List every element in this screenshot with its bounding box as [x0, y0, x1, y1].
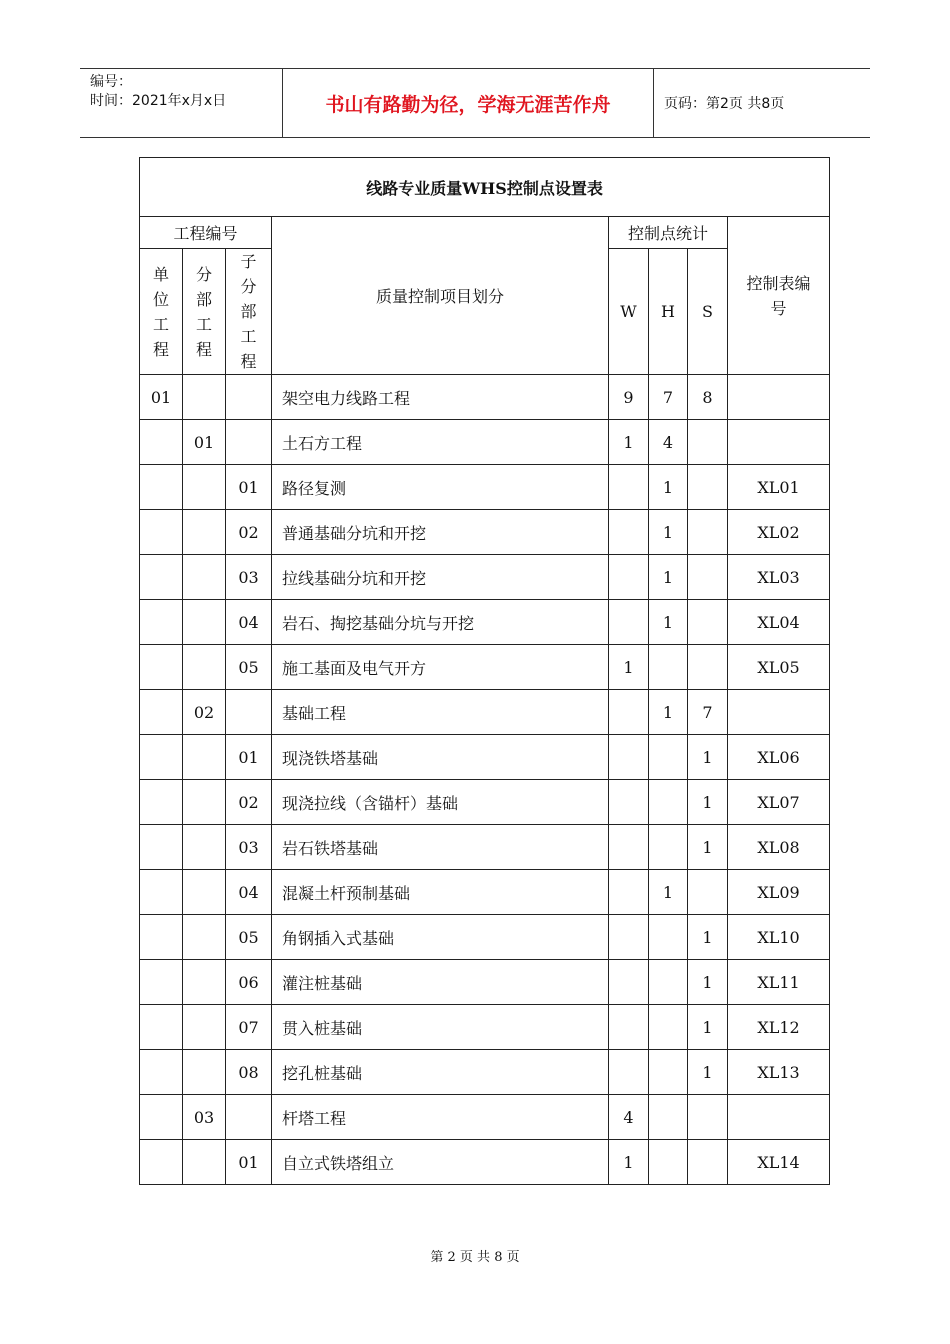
cell-s [688, 600, 728, 645]
cell-w: 9 [609, 375, 649, 420]
cell-name: 拉线基础分坑和开挖 [272, 555, 609, 600]
cell-w [609, 555, 649, 600]
cell-h [649, 780, 688, 825]
cell-s: 8 [688, 375, 728, 420]
header-w: W [609, 249, 649, 375]
header-s: S [688, 249, 728, 375]
cell-h [649, 960, 688, 1005]
cell-w [609, 915, 649, 960]
cell-h [649, 735, 688, 780]
cell-table-no: XL03 [728, 555, 830, 600]
table-row [140, 510, 830, 555]
table-row [140, 1095, 830, 1140]
cell-unit [140, 600, 183, 645]
header-item-division: 质量控制项目划分 [272, 217, 609, 375]
header-table-no [728, 217, 830, 375]
cell-name: 岩石、掏挖基础分坑与开挖 [272, 600, 609, 645]
cell-table-no: XL05 [728, 645, 830, 690]
cell-part [183, 600, 226, 645]
cell-name: 施工基面及电气开方 [272, 645, 609, 690]
cell-s: 1 [688, 915, 728, 960]
cell-h: 1 [649, 510, 688, 555]
cell-h: 7 [649, 375, 688, 420]
header-sub-sub-project-label: 子 分 部 工 程 [240, 252, 257, 371]
cell-sub: 01 [226, 1140, 272, 1185]
cell-h [649, 1095, 688, 1140]
cell-sub: 05 [226, 915, 272, 960]
page-footer: 第 2 页 共 8 页 [430, 1250, 520, 1265]
cell-h [649, 915, 688, 960]
table-row [140, 960, 830, 1005]
cell-s [688, 645, 728, 690]
cell-table-no: XL14 [728, 1140, 830, 1185]
header-control-stats: 控制点统计 [609, 217, 728, 249]
cell-w [609, 1005, 649, 1050]
cell-w: 1 [609, 1140, 649, 1185]
table-row [140, 915, 830, 960]
cell-unit [140, 960, 183, 1005]
cell-name: 挖孔桩基础 [272, 1050, 609, 1095]
cell-w [609, 960, 649, 1005]
cell-w: 4 [609, 1095, 649, 1140]
cell-table-no: XL13 [728, 1050, 830, 1095]
cell-s: 1 [688, 960, 728, 1005]
cell-table-no [728, 1095, 830, 1140]
cell-w [609, 600, 649, 645]
cell-sub: 07 [226, 1005, 272, 1050]
cell-part: 01 [183, 420, 226, 465]
cell-unit [140, 510, 183, 555]
cell-s [688, 870, 728, 915]
table-row [140, 375, 830, 420]
table-row [140, 1005, 830, 1050]
cell-table-no: XL07 [728, 780, 830, 825]
cell-unit [140, 870, 183, 915]
header-sub-project-label: 分 部 工 程 [195, 264, 212, 359]
page-header [80, 68, 870, 138]
table-row [140, 735, 830, 780]
table-row [140, 645, 830, 690]
cell-h [649, 1050, 688, 1095]
table-row [140, 780, 830, 825]
header-code-label: 编号： [90, 74, 132, 90]
cell-w [609, 780, 649, 825]
cell-name: 基础工程 [272, 690, 609, 735]
table-row [140, 600, 830, 645]
cell-part [183, 960, 226, 1005]
cell-unit [140, 780, 183, 825]
cell-s: 1 [688, 1050, 728, 1095]
cell-part [183, 915, 226, 960]
table-row [140, 465, 830, 510]
cell-unit [140, 420, 183, 465]
cell-name: 现浇铁塔基础 [272, 735, 609, 780]
cell-name: 土石方工程 [272, 420, 609, 465]
cell-part: 03 [183, 1095, 226, 1140]
cell-name: 岩石铁塔基础 [272, 825, 609, 870]
cell-w: 1 [609, 420, 649, 465]
cell-h: 1 [649, 690, 688, 735]
cell-w [609, 735, 649, 780]
cell-s: 1 [688, 825, 728, 870]
cell-table-no [728, 375, 830, 420]
cell-unit [140, 735, 183, 780]
cell-s [688, 1095, 728, 1140]
cell-part [183, 510, 226, 555]
cell-name: 杆塔工程 [272, 1095, 609, 1140]
cell-s: 1 [688, 735, 728, 780]
cell-table-no: XL02 [728, 510, 830, 555]
cell-unit [140, 1005, 183, 1050]
cell-sub: 01 [226, 465, 272, 510]
cell-name: 混凝土杆预制基础 [272, 870, 609, 915]
header-sub-sub-project [226, 249, 272, 375]
cell-name: 角钢插入式基础 [272, 915, 609, 960]
cell-w [609, 690, 649, 735]
cell-unit [140, 1140, 183, 1185]
cell-s [688, 510, 728, 555]
cell-table-no: XL11 [728, 960, 830, 1005]
cell-part [183, 870, 226, 915]
header-page-number: 页码：第2页 共8页 [664, 96, 785, 112]
cell-table-no: XL01 [728, 465, 830, 510]
cell-unit [140, 825, 183, 870]
cell-w [609, 870, 649, 915]
cell-name: 普通基础分坑和开挖 [272, 510, 609, 555]
header-project-code: 工程编号 [140, 217, 272, 249]
cell-sub [226, 420, 272, 465]
table-row [140, 555, 830, 600]
cell-h: 1 [649, 555, 688, 600]
cell-table-no: XL12 [728, 1005, 830, 1050]
cell-table-no [728, 690, 830, 735]
cell-part [183, 1050, 226, 1095]
cell-sub [226, 375, 272, 420]
cell-part [183, 780, 226, 825]
cell-unit [140, 915, 183, 960]
cell-w [609, 1050, 649, 1095]
cell-name: 现浇拉线（含锚杆）基础 [272, 780, 609, 825]
cell-part [183, 735, 226, 780]
cell-sub: 04 [226, 600, 272, 645]
cell-sub: 03 [226, 555, 272, 600]
cell-unit [140, 1050, 183, 1095]
header-h: H [649, 249, 688, 375]
header-table-no-label: 控制表编号 [746, 273, 811, 318]
cell-part [183, 645, 226, 690]
cell-w [609, 465, 649, 510]
cell-unit [140, 555, 183, 600]
cell-sub: 03 [226, 825, 272, 870]
header-unit-project [140, 249, 183, 375]
cell-table-no: XL09 [728, 870, 830, 915]
cell-part [183, 555, 226, 600]
cell-w [609, 510, 649, 555]
cell-name: 灌注桩基础 [272, 960, 609, 1005]
header-unit-project-label: 单 位 工 程 [152, 264, 169, 359]
header-meta [80, 69, 282, 137]
cell-sub [226, 1095, 272, 1140]
header-time: 时间：2021年x月x日 [90, 93, 227, 109]
table-row [140, 420, 830, 465]
cell-w [609, 825, 649, 870]
cell-unit: 01 [140, 375, 183, 420]
cell-table-no: XL10 [728, 915, 830, 960]
cell-part [183, 1140, 226, 1185]
table-row [140, 825, 830, 870]
cell-w: 1 [609, 645, 649, 690]
cell-unit [140, 465, 183, 510]
cell-unit [140, 1095, 183, 1140]
cell-part [183, 825, 226, 870]
cell-h: 1 [649, 600, 688, 645]
cell-name: 路径复测 [272, 465, 609, 510]
cell-table-no: XL04 [728, 600, 830, 645]
cell-s: 1 [688, 780, 728, 825]
cell-unit [140, 645, 183, 690]
cell-sub: 04 [226, 870, 272, 915]
header-sub-project [183, 249, 226, 375]
cell-sub: 06 [226, 960, 272, 1005]
table-row [140, 1140, 830, 1185]
cell-s [688, 1140, 728, 1185]
cell-name: 架空电力线路工程 [272, 375, 609, 420]
cell-h: 4 [649, 420, 688, 465]
cell-name: 贯入桩基础 [272, 1005, 609, 1050]
cell-sub [226, 690, 272, 735]
cell-table-no: XL08 [728, 825, 830, 870]
cell-sub: 05 [226, 645, 272, 690]
cell-table-no: XL06 [728, 735, 830, 780]
cell-s: 7 [688, 690, 728, 735]
cell-sub: 08 [226, 1050, 272, 1095]
cell-part [183, 465, 226, 510]
table-title: 线路专业质量WHS控制点设置表 [140, 158, 830, 217]
cell-name: 自立式铁塔组立 [272, 1140, 609, 1185]
quality-control-table [139, 157, 830, 1185]
cell-sub: 02 [226, 510, 272, 555]
cell-s [688, 555, 728, 600]
cell-table-no [728, 420, 830, 465]
cell-part [183, 1005, 226, 1050]
cell-s [688, 465, 728, 510]
cell-s [688, 420, 728, 465]
table-row [140, 1050, 830, 1095]
cell-h [649, 1140, 688, 1185]
cell-h: 1 [649, 870, 688, 915]
cell-h: 1 [649, 465, 688, 510]
cell-sub: 01 [226, 735, 272, 780]
cell-s: 1 [688, 1005, 728, 1050]
table-row [140, 690, 830, 735]
cell-sub: 02 [226, 780, 272, 825]
cell-h [649, 645, 688, 690]
cell-part: 02 [183, 690, 226, 735]
table-row [140, 870, 830, 915]
cell-unit [140, 690, 183, 735]
header-motto: 书山有路勤为径，学海无涯苦作舟 [282, 69, 654, 137]
cell-h [649, 1005, 688, 1050]
cell-part [183, 375, 226, 420]
cell-h [649, 825, 688, 870]
